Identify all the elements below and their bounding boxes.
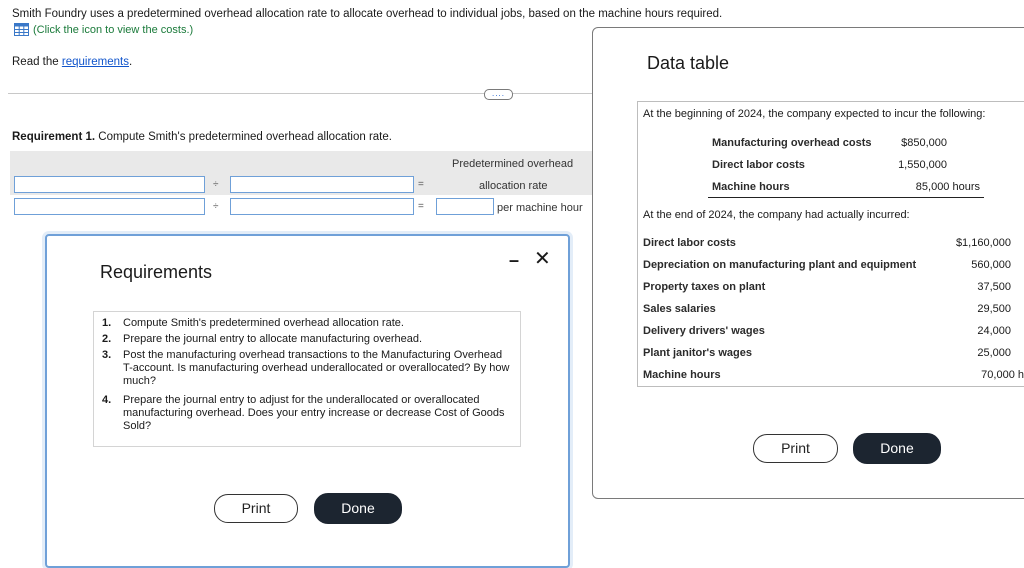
list-item	[102, 333, 512, 346]
actual-value-3: 29,500	[977, 303, 1011, 315]
requirements-title: Requirements	[100, 262, 213, 282]
data-table-title: Data table	[647, 53, 730, 73]
expected-value-2: 85,000 hours	[915, 181, 980, 193]
row1-denominator-input[interactable]	[230, 176, 414, 193]
expected-value-1: 1,550,000	[898, 159, 947, 171]
requirements-done-button[interactable]: Done	[314, 493, 402, 524]
read-requirements-line	[12, 56, 132, 68]
expected-label-1: Direct labor costs	[712, 159, 805, 171]
view-costs-text[interactable]: (Click the icon to view the costs.)	[33, 23, 194, 36]
expected-value-0: $850,000	[901, 137, 947, 149]
row2-denominator-input[interactable]	[230, 198, 414, 215]
row2-numerator-input[interactable]	[14, 198, 205, 215]
item-number: 3.	[102, 349, 112, 361]
actual-value-0: $1,160,000	[955, 237, 1011, 249]
view-costs-link[interactable]	[14, 23, 193, 36]
item-text: Post the manufacturing overhead transactions to the Manufacturing Overhead T-account. Is manufacturing overhead underallocated or overallocated? By how much?	[123, 349, 510, 387]
rate-result-input[interactable]	[436, 198, 494, 215]
actual-intro: At the end of 2024, the company had actually incurred:	[643, 209, 910, 221]
read-suffix: .	[129, 56, 133, 68]
expand-more-button[interactable]: ....	[484, 89, 513, 100]
table-icon[interactable]	[14, 23, 29, 36]
equals-operator-row1: =	[418, 179, 424, 190]
divide-operator-row1: ÷	[213, 179, 219, 190]
equals-operator-row2: =	[418, 201, 424, 212]
read-prefix: Read the	[12, 56, 62, 68]
item-number: 2.	[102, 333, 112, 345]
actual-label-4: Delivery drivers' wages	[643, 325, 765, 337]
requirements-link[interactable]: requirements	[61, 56, 129, 68]
item-text: Prepare the journal entry to allocate manufacturing overhead.	[123, 333, 423, 345]
expected-label-2: Machine hours	[712, 181, 790, 193]
unit-label: per machine hour	[497, 202, 583, 214]
actual-value-4: 24,000	[977, 325, 1011, 337]
requirement-1-label: Requirement 1.	[12, 131, 96, 143]
item-text: Prepare the journal entry to adjust for the underallocated or overallocated manufacturing overhead. Does your entry increase or decrease Cost of Goods Sold?	[123, 394, 505, 432]
expected-rule	[708, 197, 984, 198]
actual-value-2: 37,500	[977, 281, 1011, 293]
actual-value-1: 560,000	[971, 259, 1011, 271]
requirements-print-button[interactable]: Print	[214, 494, 298, 523]
close-icon[interactable]: ✕	[534, 248, 551, 270]
minimize-icon[interactable]: –	[509, 250, 520, 270]
expected-intro: At the beginning of 2024, the company expected to incur the following:	[643, 108, 986, 120]
actual-value-5: 25,000	[977, 347, 1011, 359]
item-number: 4.	[102, 394, 112, 406]
intro-text: Smith Foundry uses a predetermined overhead allocation rate to allocate overhead to individual jobs, based on the machine hours required.	[12, 8, 723, 20]
actual-value-6: 70,000 h	[981, 369, 1024, 381]
actual-label-3: Sales salaries	[643, 303, 716, 315]
requirement-1-heading	[12, 131, 392, 143]
list-item	[102, 349, 512, 388]
list-item	[102, 317, 512, 330]
row1-numerator-input[interactable]	[14, 176, 205, 193]
actual-label-0: Direct labor costs	[643, 237, 736, 249]
result-header-line1: Predetermined overhead	[452, 158, 574, 170]
data-table-done-button[interactable]: Done	[853, 433, 941, 464]
data-table-print-button[interactable]: Print	[753, 434, 838, 463]
item-number: 1.	[102, 317, 112, 329]
actual-label-5: Plant janitor's wages	[643, 347, 752, 359]
list-item	[102, 394, 512, 433]
item-text: Compute Smith's predetermined overhead allocation rate.	[123, 317, 404, 329]
divide-operator-row2: ÷	[213, 201, 219, 212]
requirement-1-text: Compute Smith's predetermined overhead allocation rate.	[95, 131, 392, 143]
result-header-line2: allocation rate	[479, 180, 548, 192]
expected-label-0: Manufacturing overhead costs	[712, 137, 872, 149]
actual-label-2: Property taxes on plant	[643, 281, 766, 293]
requirements-list	[93, 311, 521, 447]
actual-label-1: Depreciation on manufacturing plant and equipment	[643, 259, 917, 271]
actual-label-6: Machine hours	[643, 369, 721, 381]
